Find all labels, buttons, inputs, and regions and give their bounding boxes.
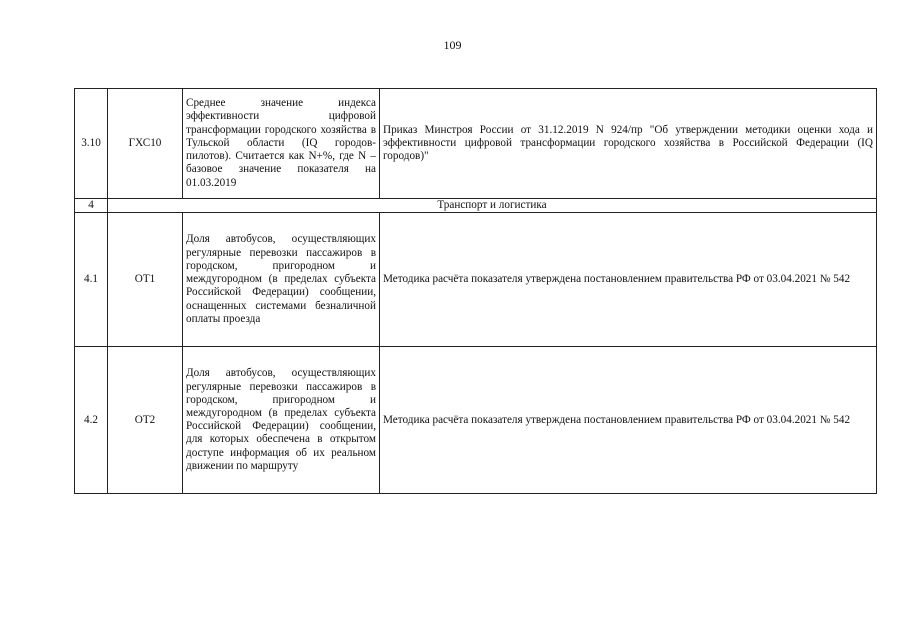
indicator-description: Доля автобусов, осуществляющих регулярные перевозки пассажиров в городском, пригородном и междугородном (в пределах субъекта Российской Федерации) сообщении, для которых обеспечена в открытом доступе информация об их реальном движении по маршруту bbox=[183, 347, 380, 494]
indicators-table bbox=[74, 88, 877, 494]
page-number: 109 bbox=[443, 38, 462, 52]
calculation-method: Методика расчёта показателя утверждена постановлением правительства РФ от 03.04.2021 № 542 bbox=[380, 347, 877, 494]
indicator-code: ОТ1 bbox=[108, 213, 183, 347]
calculation-method: Методика расчёта показателя утверждена постановлением правительства РФ от 03.04.2021 № 542 bbox=[380, 213, 877, 347]
indicator-description: Среднее значение индекса эффективности цифровой трансформации городского хозяйства в Тульской области (IQ городов-пилотов). Считается как N+%, где N –базовое значение показателя на 01.03.2019 bbox=[183, 89, 380, 199]
table-row bbox=[75, 213, 877, 347]
indicator-description: Доля автобусов, осуществляющих регулярные перевозки пассажиров в городском, пригородном и междугородном (в пределах субъекта Российской Федерации) сообщении, оснащенных системами безналичной оплаты проезда bbox=[183, 213, 380, 347]
row-number: 3.10 bbox=[75, 89, 108, 199]
table-row bbox=[75, 89, 877, 199]
indicator-code: ОТ2 bbox=[108, 347, 183, 494]
table-row bbox=[75, 347, 877, 494]
calculation-method: Приказ Минстроя России от 31.12.2019 N 924/пр "Об утверждении методики оценки хода и эффективности цифровой трансформации городского хозяйства в Российской Федерации (IQ городов)" bbox=[380, 89, 877, 199]
indicator-code: ГХС10 bbox=[108, 89, 183, 199]
section-row bbox=[75, 199, 877, 213]
row-number: 4.2 bbox=[75, 347, 108, 494]
section-title: Транспорт и логистика bbox=[108, 199, 877, 213]
section-number: 4 bbox=[75, 199, 108, 213]
row-number: 4.1 bbox=[75, 213, 108, 347]
